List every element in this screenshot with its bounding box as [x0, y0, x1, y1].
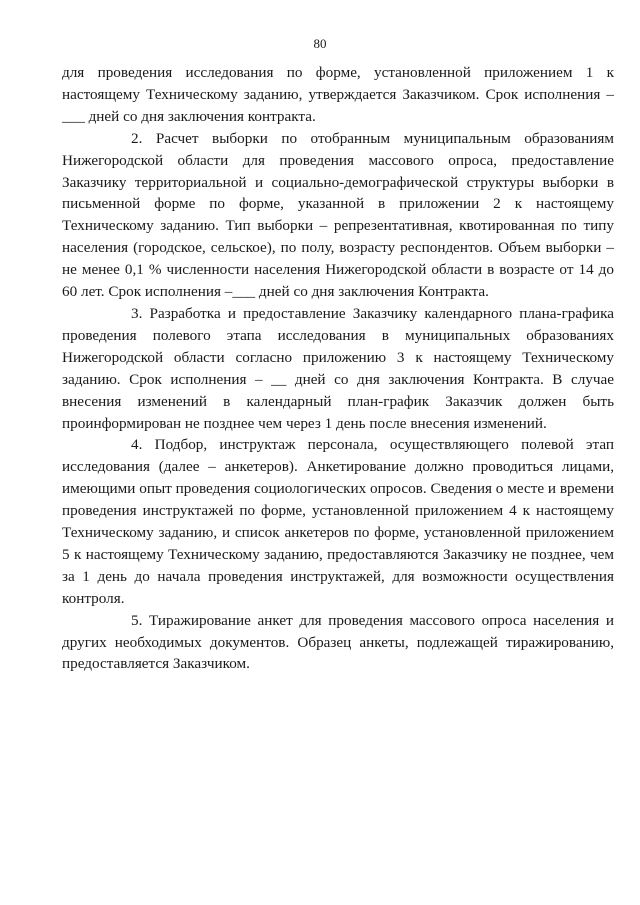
paragraph-item-2: 2. Расчет выборки по отобранным муниципальным образованиям Нижегородской области для проведения массового опроса, предоставление Заказчику территориальной и социально-демографической структуры выборки в письменной форме по форме, указанной в приложении 2 к настоящему Техническому заданию. Тип выборки – репрезентативная, квотированная по типу населения (городское, сельское), по полу, возрасту респондентов. Объем выборки – не менее 0,1 % численности населения Нижегородской области в возрасте от 14 до 60 лет. Срок исполнения –___ дней со дня заключения Контракта.	[62, 129, 614, 301]
paragraph-item-3: 3. Разработка и предоставление Заказчику календарного плана-графика проведения полевого этапа исследования в муниципальных образованиях Нижегородской области согласно приложению 3 к настоящему Техническому заданию. Срок исполнения – __ дней со дня заключения Контракта. В случае внесения изменений в календарный план-график Заказчик должен быть проинформирован не позднее чем через 1 день после внесения изменений.	[62, 304, 614, 432]
document-body	[62, 62, 614, 675]
paragraph-continuation: для проведения исследования по форме, установленной приложением 1 к настоящему Техническому заданию, утверждается Заказчиком. Срок исполнения – ___ дней со дня заключения контракта.	[62, 64, 614, 125]
page-number: 80	[313, 36, 327, 51]
paragraph-item-5: 5. Тиражирование анкет для проведения массового опроса населения и других необходимых документов. Образец анкеты, подлежащей тиражированию, предоставляется Заказчиком.	[62, 611, 614, 673]
paragraph-item-4: 4. Подбор, инструктаж персонала, осуществляющего полевой этап исследования (далее – анкетеров). Анкетирование должно проводиться лицами, имеющими опыт проведения социологических опросов. Сведения о месте и времени проведения инструктажей по форме, установленной приложением 4 к настоящему Техническому заданию, и список анкетеров по форме, установленной приложением 5 к настоящему Техническому заданию, предоставляются Заказчику не позднее, чем за 1 день до начала проведения инструктажей, для возможности осуществления контроля.	[62, 436, 614, 607]
